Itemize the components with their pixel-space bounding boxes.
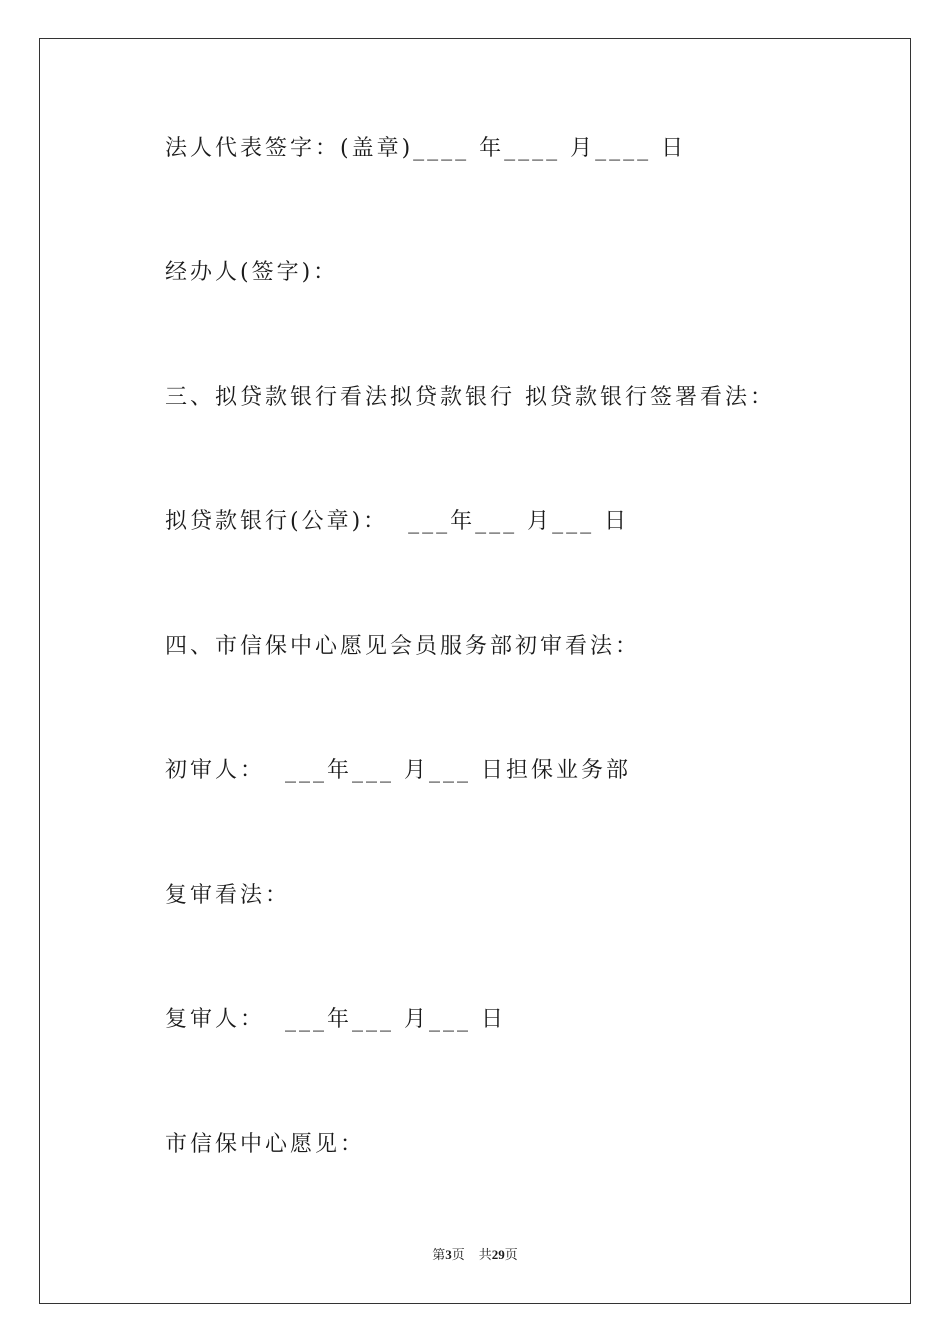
center-opinion-heading: 市信保中心愿见： bbox=[165, 1132, 366, 1157]
page-border bbox=[39, 38, 911, 1304]
total-suffix: 页 bbox=[504, 1247, 518, 1262]
page-suffix: 页 bbox=[451, 1247, 465, 1262]
legal-rep-signature-line: 法人代表签字：(盖章)____ 年____ 月____ 日 bbox=[165, 136, 687, 161]
page-prefix: 第 bbox=[432, 1247, 446, 1262]
bank-seal-date-line: 拟贷款银行(公章)： ___年___ 月___ 日 bbox=[165, 509, 630, 534]
bank-opinion-heading: 三、拟贷款银行看法拟贷款银行 拟贷款银行签署看法： bbox=[165, 385, 775, 410]
page-current: 3 bbox=[445, 1247, 452, 1262]
page-total: 29 bbox=[491, 1247, 505, 1262]
second-review-heading: 复审看法： bbox=[165, 883, 291, 908]
handler-signature-line: 经办人(签字)： bbox=[165, 260, 339, 285]
page-footer bbox=[0, 1244, 950, 1263]
preliminary-reviewer-line: 初审人： ___年___ 月___ 日担保业务部 bbox=[165, 758, 631, 783]
second-reviewer-line: 复审人： ___年___ 月___ 日 bbox=[165, 1007, 506, 1032]
center-preliminary-review-heading: 四、市信保中心愿见会员服务部初审看法： bbox=[165, 634, 641, 659]
total-prefix: 共 bbox=[478, 1247, 492, 1262]
